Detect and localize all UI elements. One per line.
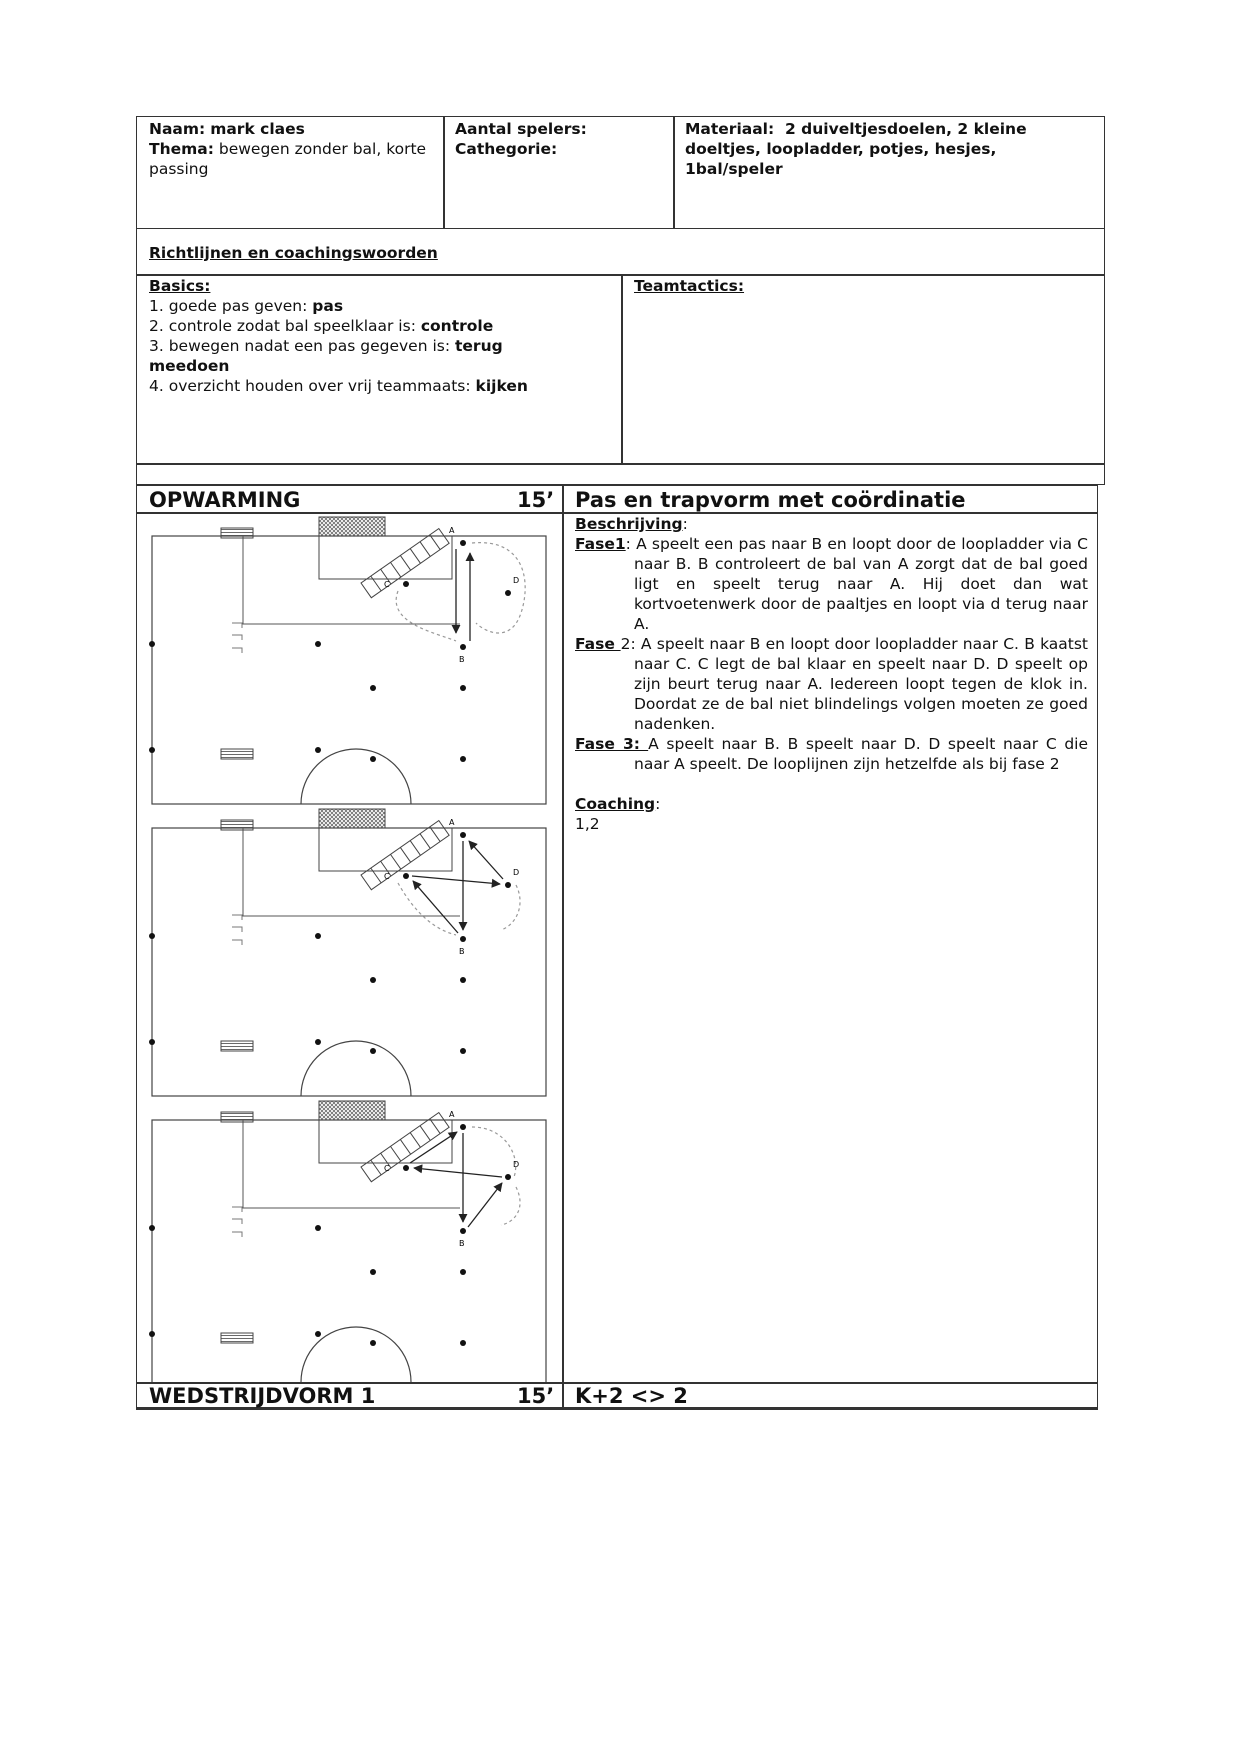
thema-label: Thema:	[149, 140, 214, 158]
info-divider-2	[673, 116, 675, 229]
fase2-label: Fase	[575, 635, 621, 653]
label-d: D	[513, 1160, 520, 1169]
teamtactics-title: Teamtactics:	[634, 277, 745, 295]
label-a: A	[449, 526, 455, 535]
fase1-text: : A speelt een pas naar B en loopt door de loopladder via C naar B. B controleert de bal van A zorgt dat de bal goed ligt en speelt terug naar A. Hij doet dan wat kortvoetenwerk door de paaltjes en loopt via d terug naar A.	[625, 535, 1088, 633]
label-c: C	[384, 580, 390, 589]
basics-item: 4. overzicht houden over vrij teammaats: kijken	[149, 377, 528, 395]
diagram-fase1	[149, 517, 555, 804]
basics-item: 2. controle zodat bal speelklaar is: controle	[149, 317, 494, 335]
richtlijnen-col-line	[621, 274, 623, 464]
basics-item: 3. bewegen nadat een pas gegeven is: terug meedoen	[149, 337, 503, 375]
label-a: A	[449, 818, 455, 827]
label-a: A	[449, 1110, 455, 1119]
label-d: D	[513, 868, 520, 877]
coaching-label: Coaching	[575, 795, 656, 813]
basics-title: Basics:	[149, 277, 211, 295]
exercise-description: Beschrijving: Fase1: A speelt een pas naar B en loopt door de loopladder via C naar B. B controleert de bal van A zorgt dat de bal goed ligt en speelt terug naar A. Hij doet dan wat kortvoetenwerk door de paaltjes en loopt via d terug naar A. Fase 2: A speelt naar B en loopt door loopladder naar C. B kaatst naar C. C legt de bal klaar en speelt naar D. D speelt op zijn beurt terug naar A. Iedereen loopt tegen de klok in. Doordat ze de bal niet blindelings volgen moeten ze goed nadenken. Fase 3: A speelt naar B. B speelt naar D. D speelt naar C die naar A speelt. De looplijnen zijn hetzelfde als bij fase 2 Coaching: 1,2	[575, 515, 1089, 833]
coaching-value: 1,2	[575, 815, 600, 833]
diagram-fase3	[149, 1101, 546, 1382]
fase2-text: 2: A speelt naar B en loopt door loopladder naar C. B kaatst naar C. C legt de bal klaar en speelt naar D. D speelt op zijn beurt terug naar A. Iedereen loopt tegen de klok in. Doordat ze de bal niet blindelings volgen moeten ze goed nadenken.	[620, 635, 1089, 733]
label-b: B	[459, 1239, 465, 1248]
wedstrijdvorm-title: WEDSTRIJDVORM 1	[149, 1384, 376, 1408]
label-d: D	[513, 576, 520, 585]
thema-value: bewegen zonder bal, korte passing	[149, 140, 427, 178]
materiaal-label: Materiaal:	[685, 120, 775, 138]
materiaal-cell	[685, 119, 1085, 179]
fase1-paragraph	[575, 534, 1088, 634]
beschrijving-label: Beschrijving	[575, 515, 683, 533]
naam-value: mark claes	[210, 120, 305, 138]
fase3-paragraph	[575, 734, 1088, 774]
naam-cell	[149, 119, 439, 179]
info-divider-1	[443, 116, 445, 229]
diagram-fase2	[149, 809, 546, 1096]
opwarming-col-line	[562, 485, 564, 1408]
wedstrijdvorm-time: 15’	[517, 1384, 555, 1408]
materiaal-value: 2 duiveltjesdoelen, 2 kleine doeltjes, loopladder, potjes, hesjes, 1bal/speler	[685, 120, 1027, 178]
opwarming-time: 15’	[517, 488, 555, 512]
cathegorie-label: Cathegorie:	[455, 140, 558, 158]
label-b: B	[459, 655, 465, 664]
aantal-spelers-label: Aantal spelers:	[455, 120, 587, 138]
label-b: B	[459, 947, 465, 956]
opwarming-title: OPWARMING	[149, 488, 301, 512]
exercise-title: Pas en trapvorm met coördinatie	[575, 488, 966, 512]
basics-item: 1. goede pas geven: pas	[149, 297, 344, 315]
naam-label: Naam:	[149, 120, 206, 138]
exercise-diagrams	[136, 513, 562, 1382]
basics-cell	[149, 276, 569, 396]
wedstrijdvorm-exercise-title: K+2 <> 2	[575, 1384, 688, 1408]
spelers-cell	[455, 119, 670, 159]
fase1-label: Fase1	[575, 535, 626, 553]
fase2-paragraph	[575, 634, 1088, 734]
fase3-text: A speelt naar B. B speelt naar D. D speelt naar C die naar A speelt. De looplijnen zijn hetzelfde als bij fase 2	[634, 735, 1089, 773]
ladder	[361, 529, 449, 598]
fase3-label: Fase 3:	[575, 735, 649, 753]
richtlijnen-title: Richtlijnen en coachingswoorden	[149, 244, 438, 262]
label-c: C	[384, 1164, 390, 1173]
label-c: C	[384, 872, 390, 881]
